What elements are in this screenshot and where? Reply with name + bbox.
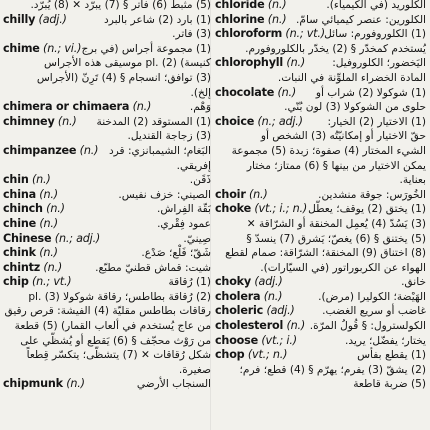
headword-text: chimney [3,114,55,128]
arabic-definition: (3) يَسُدّ (4) يُعمِل المخنقة أو الشرّاقة ✕ [246,217,426,230]
headword-text: chloroform [215,27,283,41]
arabic-definition: (1) المستوقد (2) المدخنة [96,115,211,128]
headword [3,144,98,159]
entry-continuation-line [0,159,215,174]
headword-text: chlorophyll [215,56,284,70]
arabic-definition: حلوى من الشوكولا (3) لون بُنّي. [284,101,426,114]
entry-continuation-line [212,173,430,188]
part-of-speech: (n.; adj.) [254,114,303,128]
entry-continuation-line [212,42,430,57]
entry-continuation-line [0,71,215,86]
headword-text: chlorine [215,12,265,26]
arabic-definition: يمكن الاختيار من بينها § (6) ممتاز؛ مختار [246,159,426,172]
arabic-definition: كنيسة) (2) .pl موسيقى هذه الأجراس [44,57,211,70]
headword [215,13,286,28]
part-of-speech: (adj.) [263,304,295,318]
headword [3,261,62,276]
entry-continuation-line [212,217,430,232]
headword [215,334,297,349]
dictionary-entry [212,275,430,290]
headword-text: chime [3,41,40,55]
part-of-speech: (n.) [62,377,85,391]
dictionary-entry [0,13,215,28]
arabic-definition: (1) شوكولا (2) شراب أو [315,86,426,99]
dictionary-entry [0,232,215,247]
headword [215,202,307,217]
arabic-definition: البَغام؛ الشيمبانزي: قرد [108,144,211,157]
arabic-definition: شكل رُقاقات ✕ (7) يتشظّى؛ يتكسّر قِطعاً [26,349,211,362]
entry-continuation-line [0,27,215,42]
dictionary-entry [212,56,430,71]
dictionary-entry [0,173,215,188]
headword [3,188,58,203]
part-of-speech: (n.) [76,143,99,157]
arabic-definition: (3) فاتر. [172,28,211,41]
part-of-speech: (n.) [42,202,65,216]
entry-continuation-line [0,56,215,71]
part-of-speech: (n.) [274,85,297,99]
entry-continuation-line [212,261,430,276]
headword-text: chipmunk [3,377,63,391]
headword [215,115,303,130]
entry-continuation-line [0,290,215,305]
headword-text: choke [215,202,252,216]
headword-text: chintz [3,260,41,274]
arabic-definition: وَهْم. [189,101,211,114]
entry-continuation-line [212,232,430,247]
dictionary-entry [0,100,215,115]
part-of-speech: (vt.; n.) [244,348,288,362]
dictionary-entry [212,27,430,42]
entry-continuation-line [0,304,215,319]
arabic-definition: بَقّة الفِراش. [157,203,211,216]
headword [3,232,100,247]
entry-continuation-line [0,0,215,13]
entry-continuation-line [0,319,215,334]
arabic-definition: يختار؛ يفضّل؛ يريد. [345,334,426,347]
dictionary-entry [0,115,215,130]
arabic-definition: (1) يختق (2) يوقف؛ يعطّل [308,203,426,216]
part-of-speech: (vt.; i.) [258,333,297,347]
headword-text: chimpanzee [3,143,77,157]
arabic-definition: (2) رُقاقة بطاطس؛ رقاقة شوكولا (3) .pl [28,290,211,303]
headword-text: chip [3,275,29,289]
part-of-speech: (n.; vi.) [39,41,82,55]
arabic-definition: شَقّ؛ فَلْع؛ صَدْع. [141,247,211,260]
entry-continuation-line [0,86,215,101]
dictionary-entry [0,144,215,159]
arabic-definition: غاضب أو سريع الغضب. [322,305,426,318]
headword-text: cholesterol [215,319,284,333]
part-of-speech: (n.) [129,100,152,114]
arabic-definition: صغيرة. [178,363,211,376]
arabic-definition: (1) الاختيار (2) الخيار: [327,115,426,128]
dictionary-entry [212,202,430,217]
arabic-definition: (3) زجاجة القنديل. [127,130,211,143]
dictionary-entry [212,304,430,319]
arabic-definition: الشيء المختار (4) صفوة؛ زبدة (5) مجموعة [231,144,426,157]
dictionary-entry [212,319,430,334]
arabic-definition: (8) اختناق (9) المخنقة؛ الشرّاقة: صمام لقطع [225,247,426,260]
headword-text: choleric [215,304,264,318]
part-of-speech: (adj.) [35,12,67,26]
part-of-speech: (vt.; i.; n.) [251,202,308,216]
entry-continuation-line [0,363,215,378]
headword-text: chilly [3,12,36,26]
headword [215,348,287,363]
headword-text: choky [215,275,252,289]
arabic-definition: (5) ضربة قاطعة [353,378,426,391]
headword-text: choir [215,187,246,201]
arabic-definition: خانق. [401,276,426,289]
headword-text: choice [215,114,255,128]
part-of-speech: (n.) [260,289,283,303]
arabic-definition: (2) يشقّ (3) يفرم؛ يهرّم § (4) قطع؛ فرم؛ [239,363,426,376]
arabic-definition: يُستخدم كمخدّر § (2) يخدّر بالكلوروفورم. [245,42,426,55]
arabic-definition: (1) مجموعة أجراس (في برج [81,42,211,55]
part-of-speech: (n.; vt.) [282,27,325,41]
dictionary-entry [0,261,215,276]
part-of-speech: (adj.) [251,275,283,289]
headword-text: chine [3,216,36,230]
dictionary-entry [0,275,215,290]
headword [215,275,283,290]
arabic-definition: إلخ). [190,86,211,99]
arabic-definition: حقّ الاختيار أو إمكانيّتُه (3) الشخص أو [260,130,426,143]
part-of-speech: (n.) [40,260,62,274]
headword [3,202,65,217]
part-of-speech: (n.) [35,246,58,260]
part-of-speech: (n.) [264,12,287,26]
arabic-definition: (3) توافق؛ انسجام § (4) تَرِنّ (الأجراس [36,71,211,84]
entry-continuation-line [212,377,430,392]
headword-text: cholera [215,289,261,303]
headword [3,42,81,57]
part-of-speech: (n.; adj.) [51,231,101,245]
headword-text: chloride [215,0,265,11]
headword [3,217,58,232]
arabic-definition: (5) مثبط (6) فاتر § (7) يبرّد ✕ (8) يُبرّد. [30,0,211,11]
arabic-definition: (5) يختنق § (6) يغصّ؛ يَشرق (7) ينسدّ § [246,232,426,245]
headword-text: chop [215,348,245,362]
part-of-speech: (n.) [283,56,305,70]
headword [3,100,151,115]
dictionary-entry [0,246,215,261]
dictionary-entry [212,13,430,28]
dictionary-entry [212,0,430,13]
headword-text: chink [3,246,36,260]
entry-continuation-line [212,129,430,144]
dictionary-entry [0,202,215,217]
headword [215,0,286,13]
part-of-speech: (n.; vt.) [28,275,72,289]
headword-text: chinch [3,202,43,216]
arabic-definition: إفريقي. [176,159,211,172]
arabic-definition: الكولسترول: § قُولُ المرّة. [309,320,426,333]
headword-text: chimera or chimaera [3,100,130,114]
arabic-definition: ذَقَن. [189,174,211,187]
arabic-definition: عمود فِقْري. [157,217,211,230]
part-of-speech: (n.) [35,187,58,201]
dictionary-entry [0,377,215,392]
headword [3,115,76,130]
dictionary-entry [0,217,215,232]
dictionary-entry [0,188,215,203]
arabic-definition: (1) يقطع بفأس [357,349,426,362]
arabic-definition: المادة الخضراء الملوِّنة في النبات. [277,71,426,84]
entry-continuation-line [212,246,430,261]
dictionary-entry [212,86,430,101]
arabic-definition: بعناية. [399,174,426,187]
arabic-definition: من عاج يُستخدم في ألعاب القمار) (5) قطعة [14,320,211,333]
dictionary-entry [0,42,215,57]
headword-text: chin [3,173,29,187]
arabic-definition: (1) الكلوروفورم: سائل [324,28,426,41]
arabic-definition: رقاقات بطاطس مقليّة (4) الفيشة: قرص رقيق [4,305,211,318]
arabic-definition: الهَيْضة؛ الكوليرا (مرض). [318,290,426,303]
dictionary-entry [212,348,430,363]
arabic-definition: الخُورَس: جوقة منشدين. [318,188,426,201]
headword [3,246,58,261]
headword-text: Chinese [3,231,52,245]
headword [215,86,296,101]
part-of-speech: (n.) [28,173,51,187]
part-of-speech: (n.) [54,114,77,128]
arabic-definition: الكلورين: عنصر كيميائي سامّ. [296,13,426,26]
headword [215,188,268,203]
entry-continuation-line [212,144,430,159]
entry-continuation-line [212,159,430,174]
headword-text: china [3,187,36,201]
arabic-definition: (1) بارد (2) شاعر بالبرد [104,13,211,26]
headword [3,173,51,188]
headword [3,13,67,28]
headword [215,319,305,334]
dictionary-entry [212,290,430,305]
entry-continuation-line [212,363,430,378]
entry-continuation-line [212,100,430,115]
entry-continuation-line [0,334,215,349]
arabic-definition: الصيني: خزف نفيس. [118,188,211,201]
headword-text: choose [215,333,259,347]
arabic-definition: من رَوْث محجّف § (6) يَقطع أو يُشظّي على [20,334,211,347]
dictionary-entry [212,334,430,349]
headword [3,275,71,290]
arabic-definition: الكلوريد (في الكيمياء). [326,0,426,11]
headword [215,27,325,42]
arabic-definition: (1) رُقاقة [168,276,211,289]
headword-text: chocolate [215,85,275,99]
right-column [212,0,430,430]
headword [3,377,85,392]
arabic-definition: الهواء عن الكربوراتور (في السيّارات). [260,261,426,274]
part-of-speech: (n.) [264,0,287,11]
entry-continuation-line [212,71,430,86]
part-of-speech: (n.) [245,187,268,201]
entry-continuation-line [0,129,215,144]
headword [215,56,305,71]
dictionary-entry [212,188,430,203]
arabic-definition: شيت: قماش قطنيّ مطبّع. [95,261,211,274]
arabic-definition: اليَخضور؛ الكلوروفيل: [332,57,426,70]
arabic-definition: صِينيّ. [183,232,211,245]
dictionary-entry [212,115,430,130]
part-of-speech: (n.) [283,319,306,333]
headword [215,304,295,319]
part-of-speech: (n.) [35,216,58,230]
headword [215,290,282,305]
entry-continuation-line [0,348,215,363]
arabic-definition: السنجاب الأرضي [136,378,211,391]
